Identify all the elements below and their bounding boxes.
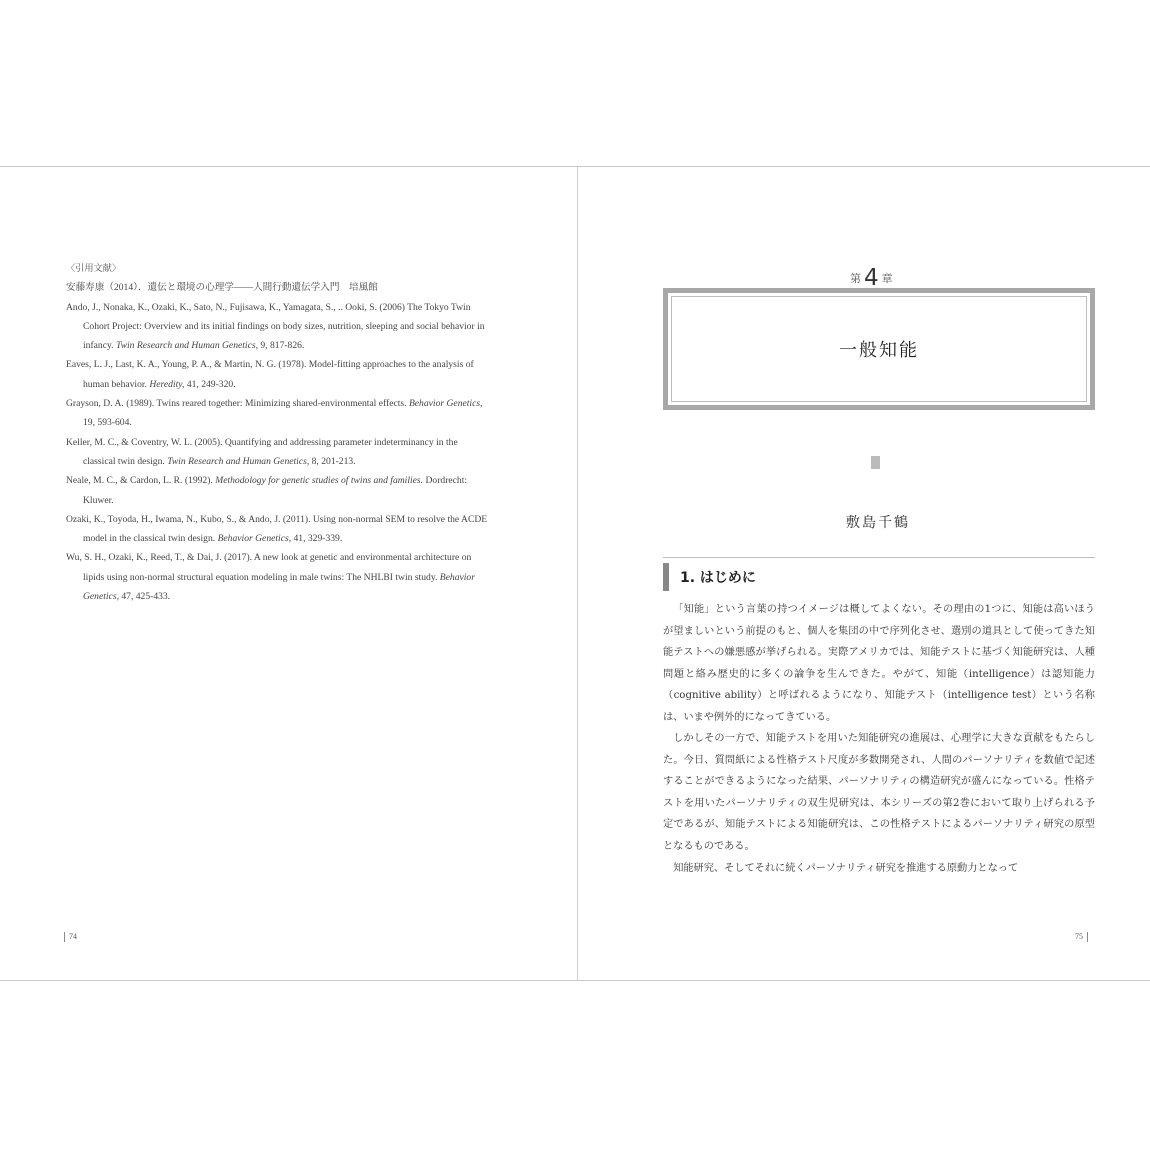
reference-source: Twin Research and Human Genetics, (115, 340, 258, 352)
chapter-title: 一般知能 (839, 340, 919, 361)
chapter-suffix: 章 (881, 272, 893, 285)
folio-bar (1087, 932, 1088, 942)
reference-source: Twin Research and Human Genetics, (167, 455, 310, 467)
reference-pages: 9, 817-826. (257, 340, 305, 352)
author-ornament (871, 456, 880, 469)
paragraph: 知能研究、そしてそれに続くパーソナリティ研究を推進する原動力となって (673, 862, 1019, 874)
chapter-title-box (663, 288, 1095, 410)
reference-text: Ozaki, K., Toyoda, H., Iwama, N., Kubo, S., & Ando, J. (2011). Using non-normal SEM to resolve the ACDE model in the classical twin design. (66, 513, 488, 545)
reference-entry (66, 394, 491, 433)
reference-entry (66, 278, 491, 297)
reference-entry (66, 471, 491, 510)
reference-entry (66, 548, 491, 606)
reference-list (66, 259, 491, 606)
reference-entry (66, 433, 491, 472)
paragraph: しかしその一方で、知能テストを用いた知能研究の進展は、心理学に大きな貢献をもたらした。今日、質問紙による性格テスト尺度が多数開発され、人間のパーソナリティを数値で記述することができるようになった結果、パーソナリティの構造研究が盛んになっている。性格テストを用いたパーソナリティの双生児研究は、本シリーズの第2巻において取り上げられる予定であるが、知能テストによる知能研究は、この性格テストによるパーソナリティ研究の原型となるものである。 (663, 733, 1095, 853)
section-title: 1. はじめに (680, 570, 756, 586)
page-number-right (1075, 932, 1092, 942)
reference-entry (66, 298, 491, 356)
reference-pages: 47, 425-433. (118, 591, 171, 603)
section-heading (663, 557, 1095, 596)
section-heading-bar (663, 563, 669, 591)
body-text (663, 599, 1095, 879)
reference-pages: 8, 201-213. (309, 455, 356, 467)
reference-text: Eaves, L. J., Last, K. A., Young, P. A., & Martin, N. G. (1978). Model-fitting approaches to the analysis of human behavior. (66, 359, 474, 390)
reference-source: Behavior Genetics, (408, 398, 483, 410)
references-heading: 〈引用文献〉 (66, 263, 122, 274)
left-page (0, 167, 577, 980)
reference-text: 安藤寿康（2014）．遺伝と環境の心理学——人間行動遺伝学入門 培風館 (66, 282, 378, 294)
reference-entry (66, 355, 491, 394)
page-number-left (60, 932, 77, 942)
book-spread (0, 166, 1150, 981)
chapter-prefix: 第 (850, 272, 861, 285)
reference-source: Heredity, (149, 378, 185, 390)
author-name: 敷島千鶴 (846, 515, 910, 531)
reference-pages: Dordrecht: Kluwer. (83, 475, 468, 506)
folio-right-text: 75 (1075, 932, 1083, 941)
reference-pages: 41, 249-320. (184, 378, 236, 390)
title-box-inner-frame (671, 296, 1087, 402)
reference-pages: 19, 593-604. (83, 417, 132, 429)
reference-text: Ando, J., Nonaka, K., Ozaki, K., Sato, N., Fujisawa, K., Yamagata, S., .. Ooki, S. (2006) The Tokyo Twin Cohort Project: Overview and its initial findings on body sizes, nutrition, sleeping and social behavior in infancy. (66, 301, 485, 352)
right-page (578, 167, 1150, 980)
folio-bar (64, 932, 65, 942)
reference-text: Neale, M. C., & Cardon, L. R. (1992). (66, 475, 216, 487)
reference-source: Methodology for genetic studies of twins and families. (215, 475, 424, 487)
reference-source: Behavior Genetics, (83, 571, 475, 603)
folio-left-text: 74 (69, 932, 77, 941)
reference-entries (66, 278, 491, 606)
reference-text: Keller, M. C., & Coventry, W. L. (2005). Quantifying and addressing parameter indeterminancy in the classical twin design. (66, 436, 458, 467)
reference-entry (66, 510, 491, 549)
reference-pages: 41, 329-339. (291, 533, 343, 545)
paragraph: 「知能」という言葉の持つイメージは概してよくない。その理由の1つに、知能は高いほうが望ましいという前提のもと、個人を集団の中で序列化させ、選別の道具として使ってきた知能テストへの嫌悪感が挙げられる。実際アメリカでは、知能テストに基づく知能研究は、人種問題と絡み歴史的に多くの論争を生んできた。やがて、知能（intelligence）は認知能力（cognitive ability）と呼ばれるようになり、知能テスト（intelligence test）という名称は、いまや例外的になってきている。 (663, 604, 1095, 723)
reference-source: Behavior Genetics, (217, 533, 292, 545)
reference-text: Wu, S. H., Ozaki, K., Reed, T., & Dai, J. (2017). A new look at genetic and environmental architecture on lipids using non-normal structural equation modeling in male twins: The NHLBI twin study. (66, 552, 472, 583)
chapter-number: 4 (864, 265, 879, 291)
reference-text: Grayson, D. A. (1989). Twins reared together: Minimizing shared-environmental effects. (66, 398, 409, 410)
